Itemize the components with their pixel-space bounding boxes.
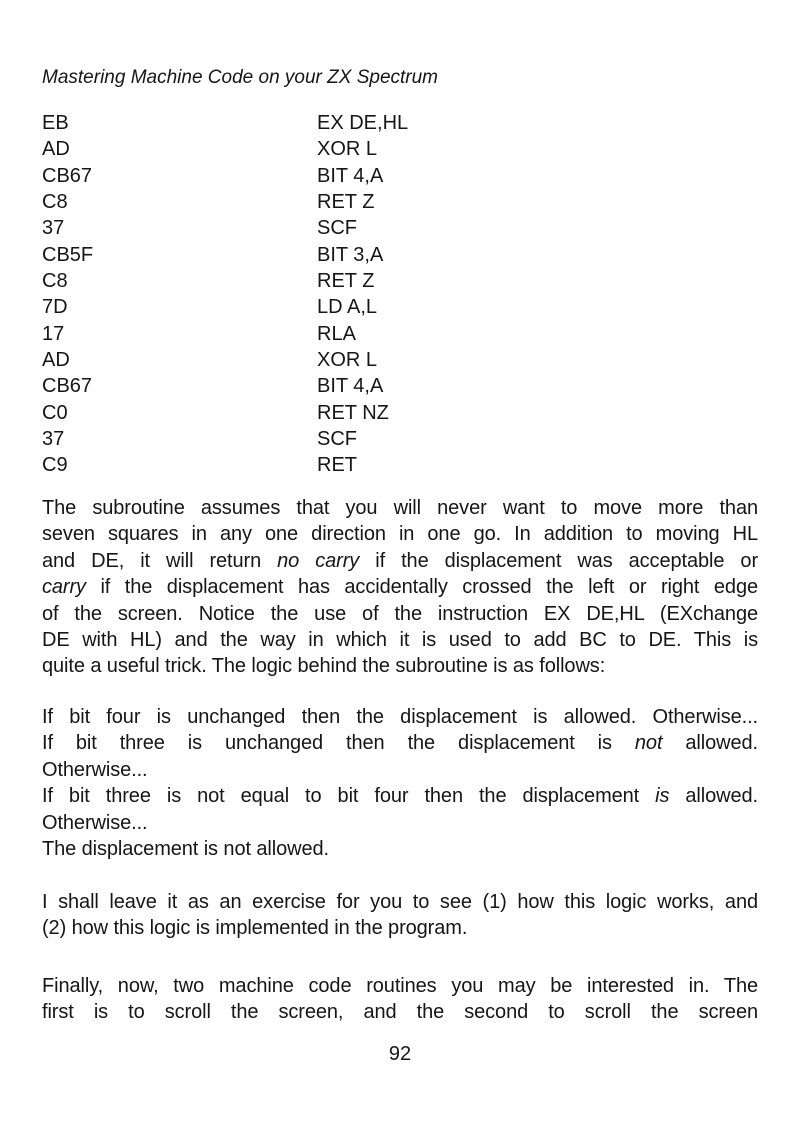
body-text: allowed. — [669, 785, 758, 808]
code-row — [42, 136, 758, 162]
code-row — [42, 426, 758, 452]
text-line — [42, 574, 758, 600]
body-text: if the displacement was acceptable or — [359, 549, 758, 572]
text-line — [42, 810, 758, 836]
code-mnemonic: BIT 4,A — [317, 375, 384, 398]
text-line — [42, 653, 758, 679]
code-row — [42, 373, 758, 399]
code-mnemonic: BIT 4,A — [317, 164, 384, 187]
code-bytes: CB67 — [42, 375, 93, 398]
code-row — [42, 268, 758, 294]
text-line — [42, 521, 758, 547]
code-bytes: 37 — [42, 217, 65, 240]
code-mnemonic: SCF — [317, 428, 357, 451]
body-text: If bit three is not equal to bit four then the displacement — [42, 785, 656, 808]
code-row — [42, 321, 758, 347]
body-text: I shall leave it as an exercise for you to see (1) how this logic works, and — [42, 891, 758, 913]
paragraph-bit-logic — [42, 704, 758, 862]
emphasis-text: not — [634, 732, 663, 755]
code-row — [42, 400, 758, 426]
paragraph-exercise — [42, 889, 758, 942]
code-mnemonic: BIT 3,A — [317, 243, 384, 266]
code-bytes: 7D — [42, 296, 68, 319]
code-mnemonic: LD A,L — [317, 296, 378, 319]
page-number: 92 — [388, 1043, 412, 1065]
code-bytes: C8 — [42, 191, 68, 214]
text-line — [42, 627, 758, 653]
body-text: Otherwise... — [42, 758, 148, 781]
code-listing — [42, 110, 758, 479]
code-bytes: C0 — [42, 401, 68, 424]
code-mnemonic: SCF — [317, 217, 357, 240]
body-text: allowed. — [662, 732, 758, 755]
text-line — [42, 973, 758, 999]
code-mnemonic: EX DE,HL — [317, 112, 409, 134]
text-line — [42, 495, 758, 521]
body-text: If bit four is unchanged then the displacement is allowed. Otherwise... — [42, 706, 758, 728]
code-bytes: AD — [42, 138, 70, 161]
code-row — [42, 163, 758, 189]
body-text: and DE, it will return — [42, 549, 278, 572]
paragraph-subroutine-description — [42, 495, 758, 680]
code-bytes: CB67 — [42, 164, 93, 187]
code-bytes: CB5F — [42, 243, 94, 266]
body-text: Finally, now, two machine code routines you may be interested in. The — [42, 975, 758, 997]
code-mnemonic: XOR L — [317, 349, 378, 372]
body-text: seven squares in any one direction in one go. In addition to moving HL — [42, 523, 758, 546]
emphasis-text: no carry — [277, 549, 360, 572]
code-mnemonic: RLA — [317, 322, 356, 345]
body-text: The displacement is not allowed. — [42, 838, 329, 861]
text-line — [42, 836, 758, 862]
body-text: If bit three is unchanged then the displacement is — [42, 732, 635, 755]
running-header: Mastering Machine Code on your ZX Spectrum — [42, 67, 439, 88]
code-bytes: EB — [42, 112, 69, 134]
text-line — [42, 889, 758, 915]
text-line — [42, 704, 758, 730]
body-text: quite a useful trick. The logic behind the subroutine is as follows: — [42, 655, 606, 678]
body-text: DE with HL) and the way in which it is used to add BC to DE. This is — [42, 629, 758, 652]
code-bytes: 17 — [42, 322, 65, 345]
code-mnemonic: XOR L — [317, 138, 378, 161]
body-text: of the screen. Notice the use of the instruction EX DE,HL (EXchange — [42, 602, 758, 625]
body-text: Otherwise... — [42, 811, 148, 834]
code-row — [42, 242, 758, 268]
text-line — [42, 999, 758, 1025]
paragraph-finally — [42, 973, 758, 1026]
body-text: if the displacement has accidentally crossed the left or right edge — [85, 576, 758, 599]
code-mnemonic: RET — [317, 454, 357, 477]
code-row — [42, 347, 758, 373]
code-mnemonic: RET NZ — [317, 401, 389, 424]
code-row — [42, 452, 758, 478]
text-line — [42, 783, 758, 809]
text-line — [42, 601, 758, 627]
code-row — [42, 189, 758, 215]
code-bytes: C9 — [42, 454, 68, 477]
code-bytes: C8 — [42, 270, 68, 293]
code-mnemonic: RET Z — [317, 191, 375, 214]
text-line — [42, 757, 758, 783]
emphasis-text: carry — [42, 576, 86, 599]
code-row — [42, 110, 758, 136]
emphasis-text: is — [655, 785, 670, 808]
text-line — [42, 730, 758, 756]
text-line — [42, 548, 758, 574]
body-text: (2) how this logic is implemented in the program. — [42, 917, 468, 940]
code-row — [42, 215, 758, 241]
code-row — [42, 294, 758, 320]
text-line — [42, 915, 758, 941]
code-bytes: 37 — [42, 428, 65, 451]
code-bytes: AD — [42, 349, 70, 372]
code-mnemonic: RET Z — [317, 270, 375, 293]
body-text: first is to scroll the screen, and the second to scroll the screen — [42, 1001, 758, 1024]
body-text: The subroutine assumes that you will never want to move more than — [42, 497, 758, 519]
